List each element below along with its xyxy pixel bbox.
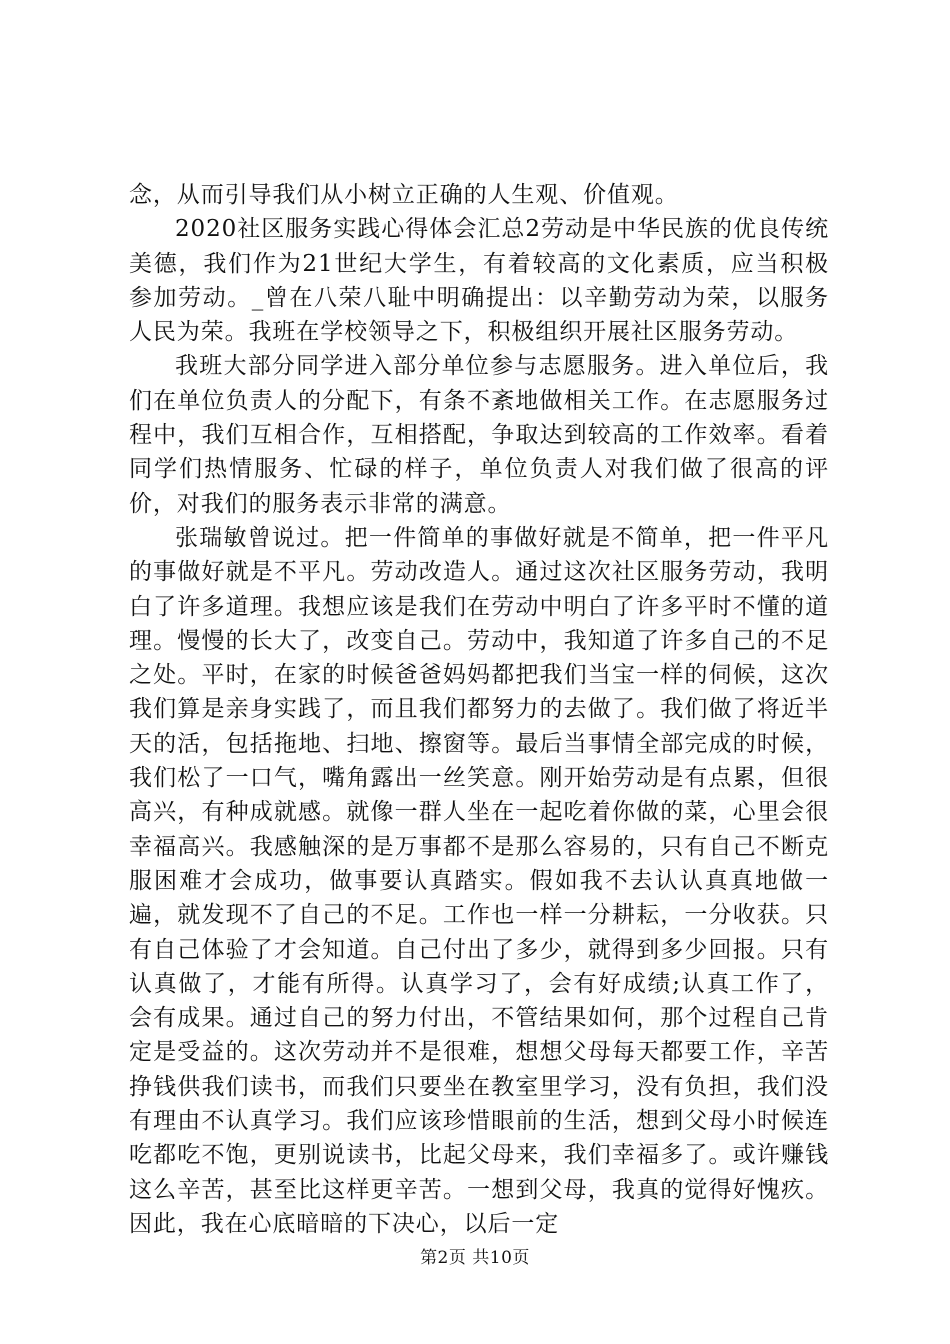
page-number-footer: 第2页 共10页 bbox=[420, 1248, 530, 1268]
paragraph-labor-virtue: 2020社区服务实践心得体会汇总2劳动是中华民族的优良传统美德，我们作为21世纪大学生，有着较高的文化素质，应当积极参加劳动。_曾在八荣八耻中明确提出：以辛勤劳动为荣，以服务人民为荣。我班在学校领导之下，积极组织开展社区服务劳动。 bbox=[129, 216, 829, 346]
paragraph-continuation: 念，从而引导我们从小树立正确的人生观、价值观。 bbox=[129, 182, 679, 208]
body-text bbox=[129, 178, 829, 1241]
paragraph-volunteer-service: 我班大部分同学进入部分单位参与志愿服务。进入单位后，我们在单位负责人的分配下，有条不紊地做相关工作。在志愿服务过程中，我们互相合作，互相搭配，争取达到较高的工作效率。看着同学们热情服务、忙碌的样子，单位负责人对我们做了很高的评价，对我们的服务表示非常的满意。 bbox=[129, 353, 829, 517]
paragraph-reflection: 张瑞敏曾说过。把一件简单的事做好就是不简单，把一件平凡的事做好就是不平凡。劳动改造人。通过这次社区服务劳动，我明白了许多道理。我想应该是我们在劳动中明白了许多平时不懂的道理。慢慢的长大了，改变自己。劳动中，我知道了许多自己的不足之处。平时，在家的时候爸爸妈妈都把我们当宝一样的伺候，这次我们算是亲身实践了，而且我们都努力的去做了。我们做了将近半天的活，包括拖地、扫地、擦窗等。最后当事情全部完成的时候，我们松了一口气，嘴角露出一丝笑意。刚开始劳动是有点累，但很高兴，有种成就感。就像一群人坐在一起吃着你做的菜，心里会很幸福高兴。我感触深的是万事都不是那么容易的，只有自己不断克服困难才会成功，做事要认真踏实。假如我不去认认真真地做一遍，就发现不了自己的不足。工作也一样一分耕耘，一分收获。只有自己体验了才会知道。自己付出了多少，就得到多少回报。只有认真做了，才能有所得。认真学习了，会有好成绩;认真工作了，会有成果。通过自己的努力付出，不管结果如何，那个过程自己肯定是受益的。这次劳动并不是很难，想想父母每天都要工作，辛苦挣钱供我们读书，而我们只要坐在教室里学习，没有负担，我们没有理由不认真学习。我们应该珍惜眼前的生活，想到父母小时候连吃都吃不饱，更别说读书，比起父母来，我们幸福多了。或许赚钱这么辛苦，甚至比这样更辛苦。一想到父母，我真的觉得好愧疚。因此，我在心底暗暗的下决心，以后一定 bbox=[129, 524, 829, 1237]
